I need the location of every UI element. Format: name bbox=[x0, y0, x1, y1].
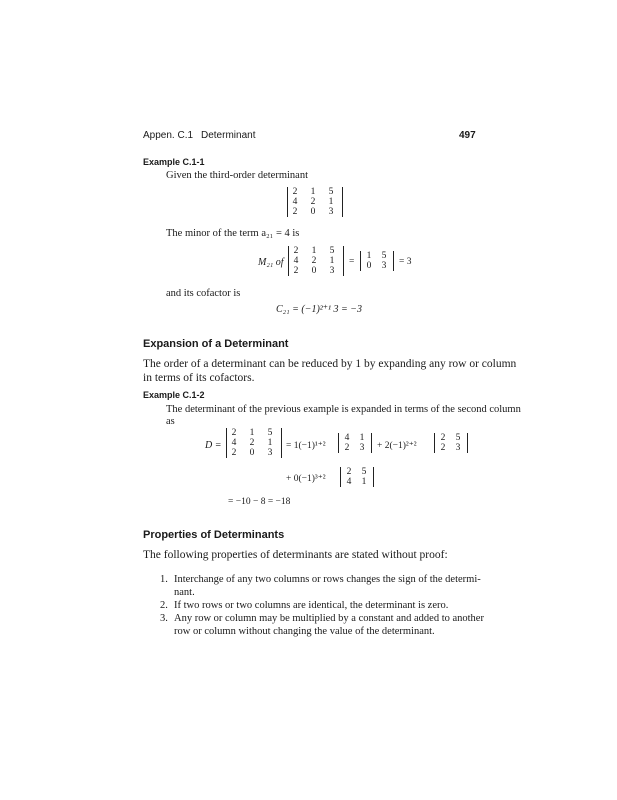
matrix-cell: 1 bbox=[328, 197, 334, 207]
minor-determinant bbox=[288, 246, 344, 276]
matrix-cell: 1 bbox=[359, 433, 365, 443]
example-2-label: Example C.1-2 bbox=[143, 390, 205, 400]
matrix-cell: 2 bbox=[292, 187, 298, 197]
matrix-cell: 2 bbox=[440, 443, 446, 453]
property-text-line-2: row or column without changing the value of the determinant. bbox=[174, 626, 435, 637]
property-number: 2. bbox=[160, 600, 168, 611]
example-1-intro: Given the third-order determinant bbox=[166, 170, 308, 181]
expansion-term-2: + 2(−1)²⁺² bbox=[377, 441, 417, 451]
section-heading-properties: Properties of Determinants bbox=[143, 529, 285, 541]
matrix-cell: 4 bbox=[344, 433, 350, 443]
matrix-cell: 3 bbox=[455, 443, 461, 453]
matrix-cell: 2 bbox=[231, 448, 237, 458]
matrix-cell: 2 bbox=[346, 467, 352, 477]
matrix-cell: 5 bbox=[361, 467, 367, 477]
cofactor-text: and its cofactor is bbox=[166, 288, 241, 299]
example-2-intro-line-2: as bbox=[166, 416, 175, 427]
properties-intro: The following properties of determinants are stated without proof: bbox=[143, 549, 448, 561]
matrix-cell: 4 bbox=[293, 256, 299, 266]
property-number: 1. bbox=[160, 574, 168, 585]
property-text-line-2: nant. bbox=[174, 587, 195, 598]
minor-result: = 3 bbox=[399, 257, 412, 267]
matrix-cell: 1 bbox=[310, 187, 316, 197]
matrix-cell: 1 bbox=[361, 477, 367, 487]
term-2-determinant bbox=[434, 433, 468, 453]
matrix-cell: 1 bbox=[329, 256, 335, 266]
term-1-determinant bbox=[338, 433, 372, 453]
expansion-paragraph-line-2: in terms of its cofactors. bbox=[143, 372, 255, 384]
expansion-paragraph-line-1: The order of a determinant can be reduced by 1 by expanding any row or column bbox=[143, 358, 517, 370]
expansion-result: = −10 − 8 = −18 bbox=[228, 497, 291, 507]
expansion-term-1: = 1(−1)¹⁺² bbox=[286, 441, 326, 451]
section-heading-expansion: Expansion of a Determinant bbox=[143, 338, 289, 350]
header-title: Determinant bbox=[201, 130, 256, 141]
matrix-cell: 3 bbox=[381, 261, 387, 271]
matrix-cell: 2 bbox=[249, 438, 255, 448]
property-text-line-1: Any row or column may be multiplied by a constant and added to another bbox=[174, 613, 484, 624]
d-label: D = bbox=[205, 440, 222, 451]
matrix-cell: 0 bbox=[311, 266, 317, 276]
property-text-line-1: If two rows or two columns are identical, the determinant is zero. bbox=[174, 600, 449, 611]
matrix-cell: 5 bbox=[455, 433, 461, 443]
matrix-cell: 2 bbox=[293, 246, 299, 256]
matrix-cell: 4 bbox=[292, 197, 298, 207]
matrix-cell: 2 bbox=[440, 433, 446, 443]
matrix-cell: 4 bbox=[346, 477, 352, 487]
matrix-cell: 1 bbox=[249, 428, 255, 438]
matrix-cell: 1 bbox=[311, 246, 317, 256]
matrix-cell: 1 bbox=[366, 251, 372, 261]
matrix-cell: 2 bbox=[292, 207, 298, 217]
minor-lhs: M₂₁ of bbox=[258, 257, 284, 268]
determinant-d bbox=[226, 428, 282, 458]
minor-text: The minor of the term a₂₁ = 4 is bbox=[166, 228, 300, 239]
matrix-cell: 5 bbox=[329, 246, 335, 256]
matrix-cell: 2 bbox=[293, 266, 299, 276]
matrix-cell: 4 bbox=[231, 438, 237, 448]
matrix-cell: 1 bbox=[267, 438, 273, 448]
matrix-cell: 0 bbox=[249, 448, 255, 458]
matrix-cell: 2 bbox=[311, 256, 317, 266]
matrix-cell: 2 bbox=[231, 428, 237, 438]
header-section-label: Appen. C.1 bbox=[143, 130, 194, 141]
property-text-line-1: Interchange of any two columns or rows changes the sign of the determi- bbox=[174, 574, 481, 585]
expansion-term-3: + 0(−1)³⁺² bbox=[286, 474, 326, 484]
example-1-label: Example C.1-1 bbox=[143, 157, 205, 167]
term-3-determinant bbox=[340, 467, 374, 487]
matrix-cell: 2 bbox=[310, 197, 316, 207]
matrix-cell: 3 bbox=[359, 443, 365, 453]
minor-2x2 bbox=[360, 251, 394, 271]
page-number: 497 bbox=[459, 130, 476, 141]
property-number: 3. bbox=[160, 613, 168, 624]
matrix-cell: 3 bbox=[329, 266, 335, 276]
matrix-cell: 5 bbox=[328, 187, 334, 197]
matrix-cell: 0 bbox=[366, 261, 372, 271]
matrix-cell: 3 bbox=[267, 448, 273, 458]
cofactor-equation: C₂₁ = (−1)²⁺¹ 3 = −3 bbox=[276, 304, 363, 315]
matrix-cell: 2 bbox=[344, 443, 350, 453]
determinant-3x3 bbox=[287, 187, 343, 217]
matrix-cell: 0 bbox=[310, 207, 316, 217]
matrix-cell: 5 bbox=[267, 428, 273, 438]
example-2-intro-line-1: The determinant of the previous example is expanded in terms of the second column bbox=[166, 404, 521, 415]
matrix-cell: 5 bbox=[381, 251, 387, 261]
minor-equals: = bbox=[349, 257, 355, 267]
matrix-cell: 3 bbox=[328, 207, 334, 217]
